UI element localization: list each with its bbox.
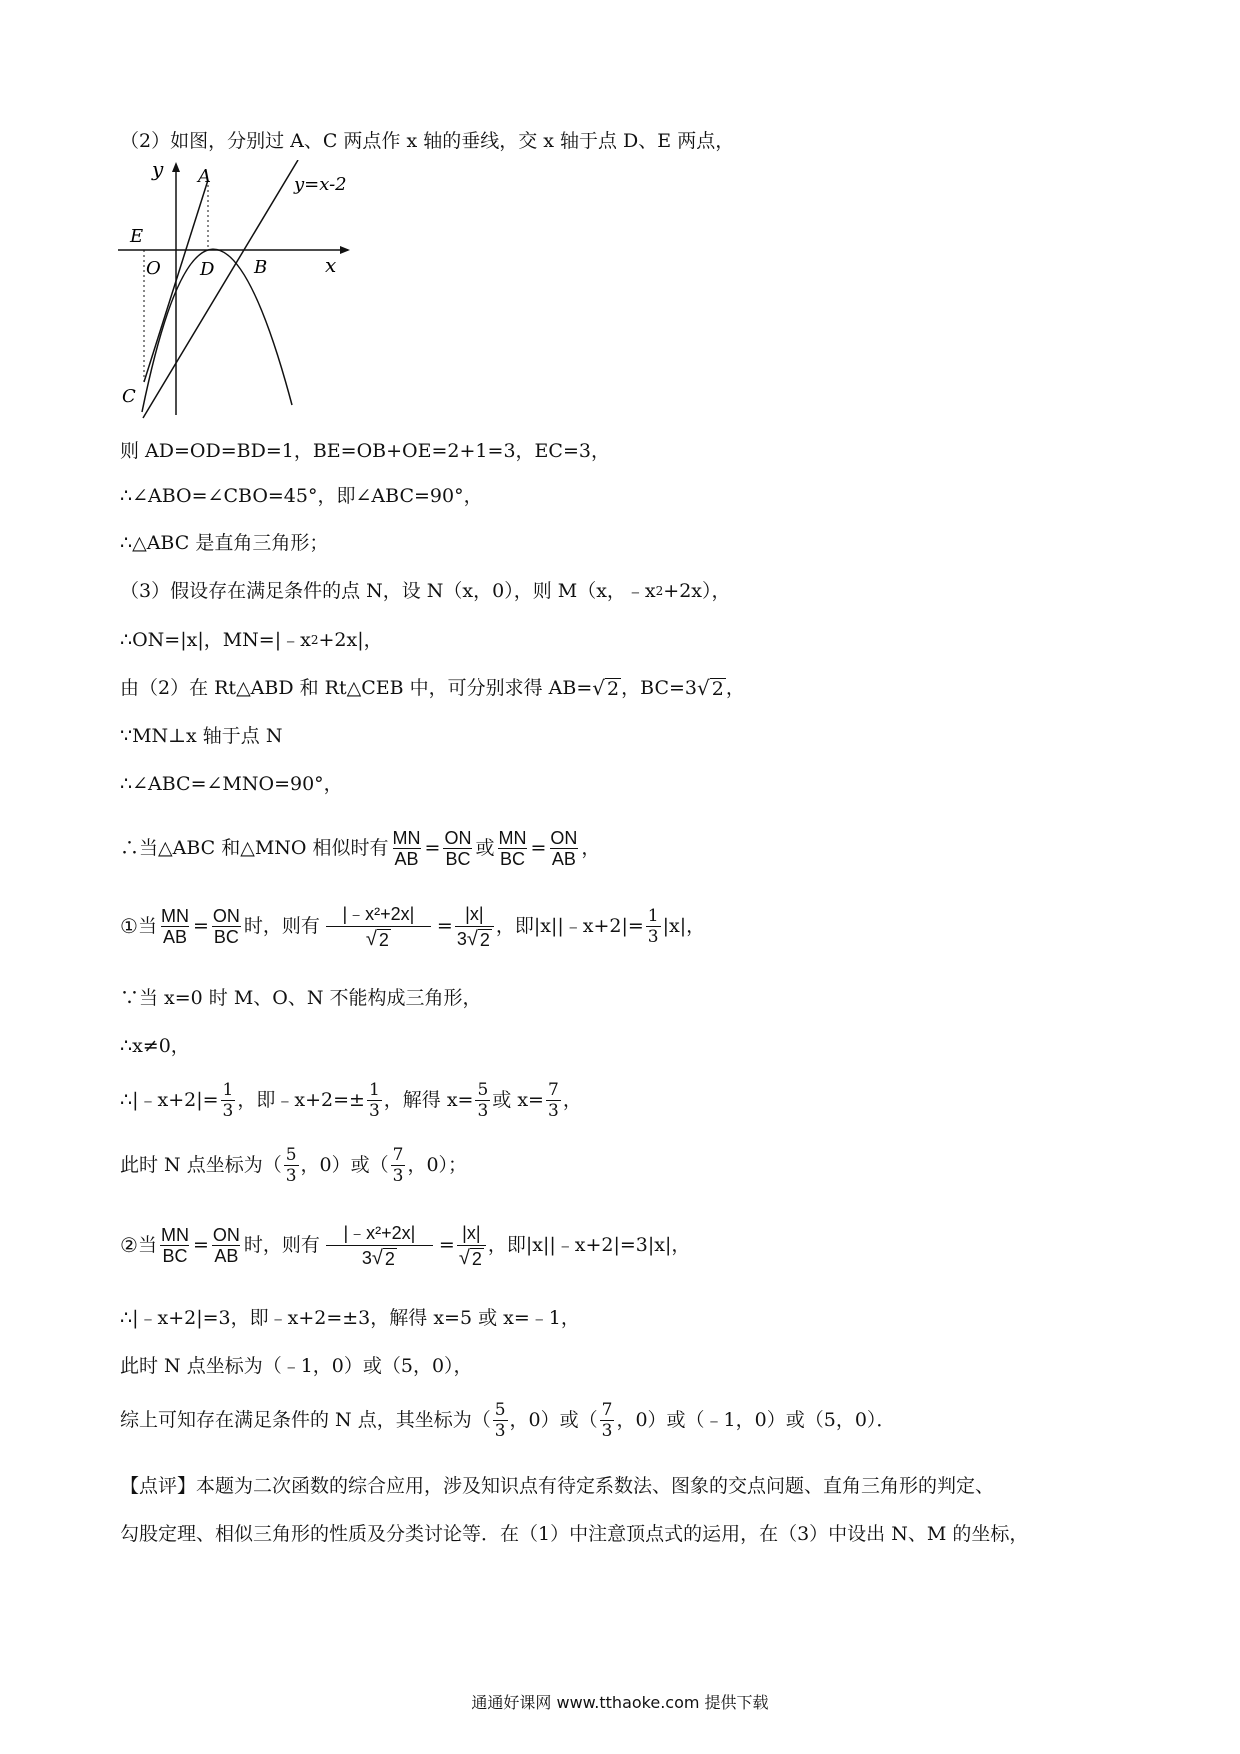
text-line-9: ∴当△ABC 和△MNO 相似时有 $\frac{MN}{AB}$ = $\frac{ON}{BC}$ 或 $\frac{MN}{BC}$ = $\frac{ON}{AB}$ ， bbox=[120, 827, 601, 869]
text-line-6 bbox=[120, 675, 745, 701]
sqrt-2-b: √ 2 bbox=[697, 676, 724, 700]
text-line-2: ∴∠ABO=∠CBO=45°，即∠ABC=90°， bbox=[120, 485, 483, 507]
text-line-12: ∴|﹣x+2|= $\frac{1}{3}$ ，即﹣x+2=± $\frac{1}{3}$ ，解得 x= $\frac{5}{3}$ 或 x= $\frac{7}{3}$ ， bbox=[120, 1079, 582, 1121]
text-line-10: ∵当 x=0 时 M、O、N 不能构成三角形， bbox=[120, 987, 482, 1009]
l6-a: 由（2）在 Rt△ABD 和 Rt△CEB 中，可分别求得 AB= bbox=[120, 677, 593, 699]
text-line-7: ∵MN⊥x 轴于点 N bbox=[120, 725, 283, 747]
c2-frac-1: $\frac{MN}{BC}$ bbox=[160, 1224, 189, 1266]
commentary-line-1: 【点评】本题为二次函数的综合应用，涉及知识点有待定系数法、图象的交点问题、直角三角形的判定、 bbox=[120, 1475, 995, 1497]
parabola-figure bbox=[118, 160, 378, 420]
c1-right-frac: |x| 3 √ 2 bbox=[455, 902, 494, 951]
text-line-15: 此时 N 点坐标为（﹣1，0）或（5，0）， bbox=[120, 1355, 473, 1377]
l12-frac-4: $\frac{7}{3}$ bbox=[547, 1079, 559, 1121]
part2-intro: （2）如图，分别过 A、C 两点作 x 轴的垂线，交 x 轴于点 D、E 两点， bbox=[120, 130, 735, 152]
text-line-5 bbox=[120, 627, 383, 653]
commentary-line-2: 勾股定理、相似三角形的性质及分类讨论等．在（1）中注意顶点式的运用，在（3）中设出 N、M 的坐标， bbox=[120, 1523, 1029, 1545]
frac-on-bc: $\frac{ON}{BC}$ bbox=[444, 827, 472, 869]
frac-on-ab: $\frac{ON}{AB}$ bbox=[550, 827, 578, 869]
text-line-14: ∴|﹣x+2|=3，即﹣x+2=±3，解得 x=5 或 x=﹣1， bbox=[120, 1307, 580, 1329]
l4-sup: 2 bbox=[655, 584, 664, 598]
c2-big-frac: |﹣x²+2x| 3 √ 2 bbox=[326, 1221, 433, 1270]
frac-mn-bc: $\frac{MN}{BC}$ bbox=[498, 827, 527, 869]
c2-right-frac: |x| √ 2 bbox=[457, 1221, 486, 1270]
label-e: E bbox=[130, 226, 144, 247]
l13-frac-1: $\frac{5}{3}$ bbox=[285, 1144, 297, 1186]
text-line-13: 此时 N 点坐标为（ $\frac{5}{3}$ ，0）或（ $\frac{7}{3}$ ，0）； bbox=[120, 1144, 468, 1186]
l5-sup: 2 bbox=[310, 633, 319, 647]
l6-c: ， bbox=[725, 677, 745, 699]
l12-frac-3: $\frac{5}{3}$ bbox=[477, 1079, 489, 1121]
frac-mn-ab: $\frac{MN}{AB}$ bbox=[392, 827, 421, 869]
l6-b: ，BC=3 bbox=[621, 677, 698, 699]
l13-frac-2: $\frac{7}{3}$ bbox=[392, 1144, 404, 1186]
label-y: y bbox=[152, 160, 164, 181]
page-footer: 通通好课网 www.tthaoke.com 提供下载 bbox=[471, 1693, 769, 1712]
case-2: ② 当 $\frac{MN}{BC}$ = $\frac{ON}{AB}$ 时，则有 |﹣x²+2x| 3 √ 2 = |x| √ 2 ，即|x||﹣x+2|=3|x|， bbox=[120, 1222, 691, 1269]
c1-tail-frac: $\frac{1}{3}$ bbox=[647, 905, 659, 947]
l16-frac-1: $\frac{5}{3}$ bbox=[494, 1399, 506, 1441]
text-line-1: 则 AD=OD=BD=1，BE=OB+OE=2+1=3，EC=3， bbox=[120, 440, 610, 462]
label-a: A bbox=[198, 166, 211, 187]
c1-big-frac: |﹣x²+2x| √ 2 bbox=[326, 902, 431, 951]
text-line-4 bbox=[120, 578, 731, 604]
line-label: y=x-2 bbox=[294, 174, 347, 195]
text-line-3: ∴△ABC 是直角三角形； bbox=[120, 532, 329, 554]
l16-frac-2: $\frac{7}{3}$ bbox=[601, 1399, 613, 1441]
label-c: C bbox=[122, 386, 136, 407]
l5-b: +2x|， bbox=[318, 629, 383, 651]
label-d: D bbox=[200, 259, 215, 280]
l9-a: ∴当△ABC 和△MNO 相似时有 bbox=[120, 837, 389, 859]
label-x: x bbox=[325, 253, 337, 277]
case-2-mark: ② bbox=[120, 1233, 138, 1257]
l12-frac-2: $\frac{1}{3}$ bbox=[368, 1079, 380, 1121]
text-line-16: 综上可知存在满足条件的 N 点，其坐标为（ $\frac{5}{3}$ ，0）或（ $\frac{7}{3}$ ，0）或（﹣1，0）或（5，0）． bbox=[120, 1399, 896, 1441]
label-b: B bbox=[254, 257, 268, 278]
c1-frac-1: $\frac{MN}{AB}$ bbox=[160, 905, 189, 947]
l5-a: ∴ON=|x|，MN=|﹣x bbox=[120, 629, 311, 651]
case-1-mark: ① bbox=[120, 914, 138, 938]
label-o: O bbox=[146, 258, 161, 279]
l4-a: （3）假设存在满足条件的点 N，设 N（x，0），则 M（x，﹣x bbox=[120, 580, 656, 602]
sqrt-2: √ 2 bbox=[592, 676, 620, 700]
text-line-11: ∴x≠0， bbox=[120, 1035, 190, 1057]
c2-frac-2: $\frac{ON}{AB}$ bbox=[212, 1224, 240, 1266]
c1-frac-2: $\frac{ON}{BC}$ bbox=[212, 905, 240, 947]
case-1: ① 当 $\frac{MN}{AB}$ = $\frac{ON}{BC}$ 时，则有 |﹣x²+2x| √ 2 = |x| 3 √ 2 ，即|x||﹣x+2|= $\frac{1}{3}$ |x|， bbox=[120, 903, 706, 950]
l4-b: +2x）， bbox=[663, 580, 731, 602]
text-line-8: ∴∠ABC=∠MNO=90°， bbox=[120, 773, 343, 795]
l12-frac-1: $\frac{1}{3}$ bbox=[222, 1079, 234, 1121]
